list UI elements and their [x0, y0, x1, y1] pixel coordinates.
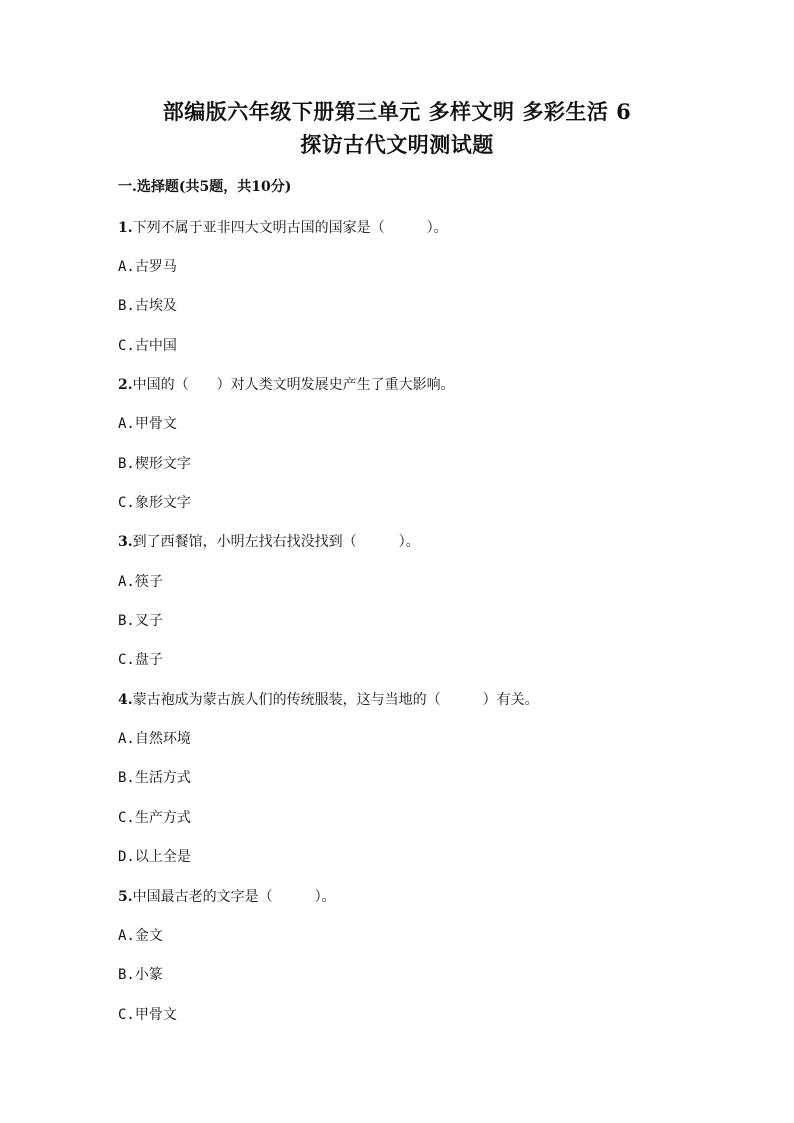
option-text: 叉子	[134, 613, 163, 629]
question-2-option-a	[118, 414, 177, 434]
option-text: 古埃及	[134, 298, 177, 314]
question-1	[118, 218, 448, 238]
option-letter: A.	[118, 731, 135, 747]
question-2-option-b	[118, 454, 191, 474]
option-text: 古中国	[134, 338, 177, 354]
option-letter: B.	[118, 613, 135, 629]
question-number: 2.	[118, 377, 133, 393]
question-1-option-a	[118, 257, 177, 277]
option-text: 古罗马	[134, 259, 177, 275]
option-text: 盘子	[134, 652, 163, 668]
page-title-line-1: 部编版六年级下册第三单元 多样文明 多彩生活 6	[162, 99, 632, 124]
option-letter: A.	[118, 928, 135, 944]
question-2	[118, 375, 455, 395]
option-letter: A.	[118, 416, 135, 432]
question-4-option-b	[118, 768, 191, 788]
option-letter: C.	[118, 810, 135, 826]
question-1-option-c	[118, 336, 177, 356]
question-number: 3.	[118, 534, 133, 550]
option-letter: C.	[118, 338, 135, 354]
question-1-option-b	[118, 296, 177, 316]
question-text: 中国最古老的文字是（ ）。	[132, 889, 336, 905]
question-3-option-c	[118, 650, 163, 670]
question-3	[118, 532, 420, 552]
option-text: 象形文字	[134, 495, 191, 511]
question-5-option-a	[118, 926, 163, 946]
option-letter: A.	[118, 259, 135, 275]
question-text: 到了西餐馆，小明左找右找没找到（ ）。	[132, 534, 420, 550]
option-text: 甲骨文	[134, 416, 177, 432]
question-number: 5.	[118, 889, 133, 905]
question-4-option-d	[118, 847, 191, 867]
option-letter: D.	[118, 849, 135, 865]
question-number: 4.	[118, 692, 133, 708]
question-5-option-b	[118, 965, 163, 985]
option-letter: B.	[118, 298, 135, 314]
option-letter: B.	[118, 456, 135, 472]
option-text: 筷子	[134, 574, 163, 590]
option-letter: B.	[118, 770, 135, 786]
option-text: 生产方式	[134, 810, 191, 826]
option-text: 楔形文字	[134, 456, 191, 472]
section-heading: 一.选择题(共5题，共10分)	[118, 179, 292, 195]
question-text: 中国的（ ）对人类文明发展史产生了重大影响。	[132, 377, 455, 393]
option-letter: C.	[118, 1007, 135, 1023]
question-3-option-b	[118, 611, 163, 631]
option-text: 小篆	[134, 967, 163, 983]
option-letter: B.	[118, 967, 135, 983]
question-2-option-c	[118, 493, 191, 513]
question-3-option-a	[118, 572, 163, 592]
option-letter: C.	[118, 495, 135, 511]
option-text: 自然环境	[134, 731, 191, 747]
question-4-option-c	[118, 808, 191, 828]
option-letter: A.	[118, 574, 135, 590]
question-text: 蒙古袍成为蒙古族人们的传统服装，这与当地的（ ）有关。	[132, 692, 539, 708]
option-text: 以上全是	[134, 849, 191, 865]
option-text: 甲骨文	[134, 1007, 177, 1023]
option-text: 生活方式	[134, 770, 191, 786]
option-letter: C.	[118, 652, 135, 668]
question-number: 1.	[118, 220, 133, 236]
question-5-option-c	[118, 1005, 177, 1025]
question-5	[118, 887, 336, 907]
question-text: 下列不属于亚非四大文明古国的国家是（ ）。	[132, 220, 448, 236]
option-text: 金文	[134, 928, 163, 944]
question-4-option-a	[118, 729, 191, 749]
page-title-line-2: 探访古代文明测试题	[300, 132, 494, 157]
question-4	[118, 690, 539, 710]
